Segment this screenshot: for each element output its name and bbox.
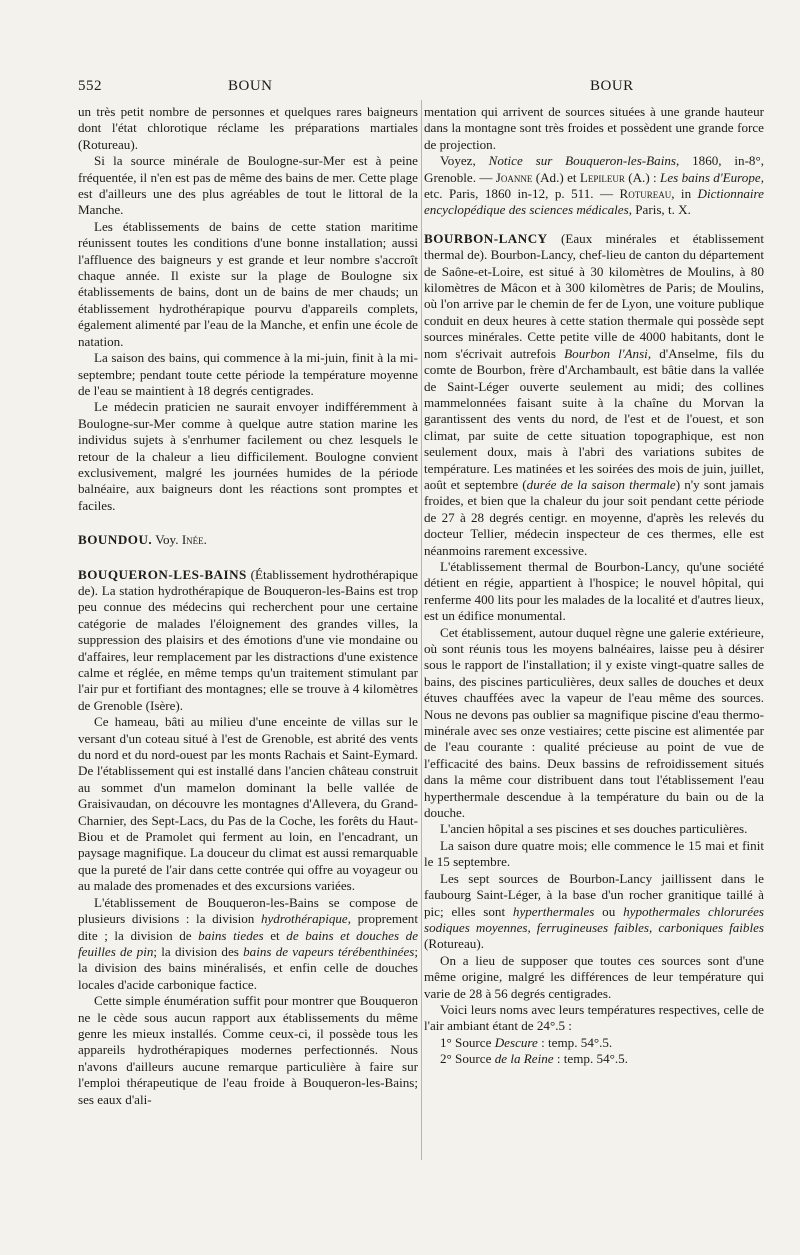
paragraph: L'ancien hôpital a ses piscines et ses douches particulières.: [440, 821, 748, 837]
paragraph: Le médecin praticien ne saurait envoyer indifféremment à Boulogne-sur-Mer comme à quelque autre station marine les individus sujets à s'enrhumer facilement ou chez lesquels le retour de la chaleur a lieu difficilement. Boulogne convient exclusivement, malgré les journées humides de la période balnéaire, aux baigneurs dont les réactions sont promptes et faciles.: [78, 399, 418, 513]
paragraph: La saison dure quatre mois; elle commence le 15 mai et finit le 15 septembre.: [424, 837, 764, 870]
paragraph: Cette simple énumération suffit pour montrer que Bouqueron ne le cède sous aucun rapport aux établissements du même genre les mieux installés. Comme ceux-ci, il possède tous les appareils hydrothérapiques modernes perfectionnés. Nous n'avons d'ailleurs aucune remarque particulière à faire sur l'emploi thérapeutique de l'eau froide à Bouqueron-les-Bains; ses eaux d'ali-: [78, 993, 418, 1107]
paragraph: Les sept sources de Bourbon-Lancy jaillissent dans le faubourg Saint-Léger, à la base d'un rocher granitique taillé à pic; elles sont hyperthermales ou hypothermales chlorurées sodiques moyennes, ferrugineuses faibles, carboniques faibles (Rotureau).: [424, 870, 765, 952]
left-column: [78, 104, 418, 1108]
entry-bounou: BOUNDOU. Voy. Inée.: [78, 532, 207, 548]
cross-reference: Inée: [181, 532, 204, 548]
running-head-right: BOUR: [590, 78, 634, 94]
paragraph: L'établissement thermal de Bourbon-Lancy, qu'une société détient en régie, appartient à l'hospice; le nouvel hôpital, qui renferme 400 lits pour les malades de la localité et d'autres lieux, est un édifice monumental.: [424, 558, 764, 624]
paragraph: un très petit nombre de personnes et quelques rares baigneurs dont l'état chlorotique réclame les préparations martiales (Rotureau).: [78, 104, 418, 152]
entry-headword: BOUQUERON-LES-BAINS: [78, 566, 247, 582]
bibliography: Voyez, Notice sur Bouqueron-les-Bains, 1860, in-8°, Grenoble. — Joanne (Ad.) et Lepileur (A.) : Les bains d'Europe, etc. Paris, 1860 in-12, p. 511. — Rotureau, in Dictionnaire encyclopédique des sciences médicales, Paris, t. X.: [424, 153, 764, 218]
paragraph: L'établissement de Bouqueron-les-Bains se compose de plusieurs divisions : la division hydrothérapique, proprement dite ; la division de bains tiedes et de bains et douches de feuilles de pin; la division des bains de vapeurs térébenthinées; la division des bains minéralisés, et enfin celle de douches locales d'acide carbonique factice.: [78, 894, 419, 992]
entry-bourbon-lancy: BOURBON-LANCY (Eaux minérales et établissement thermal de). Bourbon-Lancy, chef-lieu de canton du département de Saône-et-Loire, est situé à 30 kilomètres de Moulins, à 80 kilomètres de Mâcon et à 300 kilomètres de Paris; de Moulins, où l'on arrive par le chemin de fer de Lyon, une voiture publique conduit en deux heures à cette station thermale qui possède sept sources minérales. Cette petite ville de 4000 habitants, dont le nom s'écrivait autrefois Bourbon l'Ansi, d'Anselme, fils du comte de Bourbon, frère d'Archambault, est bâtie dans la vallée de Saint-Léger ouverte seulement au midi; des collines mammelonnées faisant suite à la chaîne du Morvan la garantissent des vents du nord, de l'est et de l'ouest, et son climat, par suite de cette situation topographique, est non seulement doux, mais à l'abri des variations subites de température. Les matinées et les soirées des mois de juin, juillet, août et septembre (durée de la saison thermale) n'y sont jamais froides, et bien que la chaleur du jour soit pendant cette période de 27 à 28 degrés centigr. en moyenne, d'après les relevés du docteur Tellier, médecin inspecteur de ces thermes, elle est néanmoins rarement excessive.: [424, 230, 764, 558]
running-head-left: BOUN: [228, 78, 273, 94]
paragraph: Les établissements de bains de cette station maritime réunissent toutes les conditions d'une bonne installation; aussi l'affluence des baigneurs y est grande et leur nombre s'accroît chaque année. Il existe sur la plage de Boulogne six établissements de bains, dont un de bains de mer chauds; un établissement hydrothérapique pourvu d'appareils complets, également alimenté par l'eau de la Manche, et enfin une école de natation.: [78, 218, 418, 349]
source-item: 1° Source Descure : temp. 54°.5.: [440, 1034, 613, 1050]
entry-bouqueron: BOUQUERON-LES-BAINS (Établissement hydrothérapique de). La station hydrothérapique de Bouqueron-les-Bains est trop peu connue des médecins qui recherchent pour une certaine catégorie de malades l'éloignement des grandes villes, la suppression des plaisirs et des émotions d'une vie mondaine ou d'affaires, leur remplacement par les distractions d'une existence calme et réglée, en même temps qu'un traitement stimulant par l'air pur et fortifiant des montagnes; elle se trouve à 4 kilomètres de Grenoble (Isère).: [78, 566, 418, 713]
entry-headword: BOURBON-LANCY: [424, 230, 548, 246]
right-column: [424, 104, 764, 1068]
column-divider: [421, 100, 422, 1160]
page-number: 552: [78, 78, 102, 94]
paragraph: La saison des bains, qui commence à la mi-juin, finit à la mi-septembre; pendant toute cette période la température moyenne de l'eau se maintient à 18 degrés centigrades.: [78, 350, 418, 398]
paragraph: Cet établissement, autour duquel règne une galerie extérieure, où sont réunis tous les moyens balnéaires, laisse peu à désirer sous le rapport de l'installation; il y existe vingt-quatre salles de bains, des piscines particulières, deux salles de douches et deux étuves chauffées avec la vapeur de l'eau même des sources. Nous ne devons pas oublier sa magnifique piscine d'eau thermo-minérale avec ses onze vestiaires; cette piscine est alimentée par de l'eau courante : qualité précieuse au point de vue de l'efficacité des bains. Deux bassins de refroidissement situés dans la même cour distribuent dans tout l'établissement l'eau hyperthermale descendue à la température du bain ou de la douche.: [424, 624, 764, 821]
entry-headword: BOUNDOU.: [78, 532, 153, 548]
source-item: 2° Source de la Reine : temp. 54°.5.: [440, 1051, 628, 1067]
paragraph: Si la source minérale de Boulogne-sur-Mer est à peine fréquentée, il n'en est pas de même des bains de mer. Cette plage est d'ailleurs une des plus agréables de tout le littoral de la Manche.: [78, 153, 418, 218]
paragraph: On a lieu de supposer que toutes ces sources sont d'une même origine, malgré les différences de leur température qui varie de 28 à 56 degrés centigrades.: [424, 952, 764, 1001]
paragraph: Voici leurs noms avec leurs températures respectives, celle de l'air ambiant étant de 24°.5 :: [424, 1001, 764, 1034]
paragraph: Ce hameau, bâti au milieu d'une enceinte de villas sur le versant d'un coteau situé à l'est de Grenoble, est abrité des vents du nord et du nord-ouest par les monts Rachais et Saint-Eymard. De l'établissement qui est installé dans l'ancien château construit au sommet d'un mamelon dominant la belle vallée de Graisivaudan, on découvre les montagnes d'Allevera, du Grand-Charnier, des Sept-Lacs, du Pas de la Coche, les forêts du Haut-Biou et de Pramolet qui ferment au loin, en l'encadrant, un paysage magnifique. La douceur du climat est aussi remarquable que la pureté de l'air dans cette contrée qui offre au voyageur ou au malade des promenades et des excursions variées.: [78, 714, 418, 894]
paragraph: mentation qui arrivent de sources situées à une grande hauteur dans la montagne sont très froides et possèdent une grande force de projection.: [424, 104, 764, 152]
